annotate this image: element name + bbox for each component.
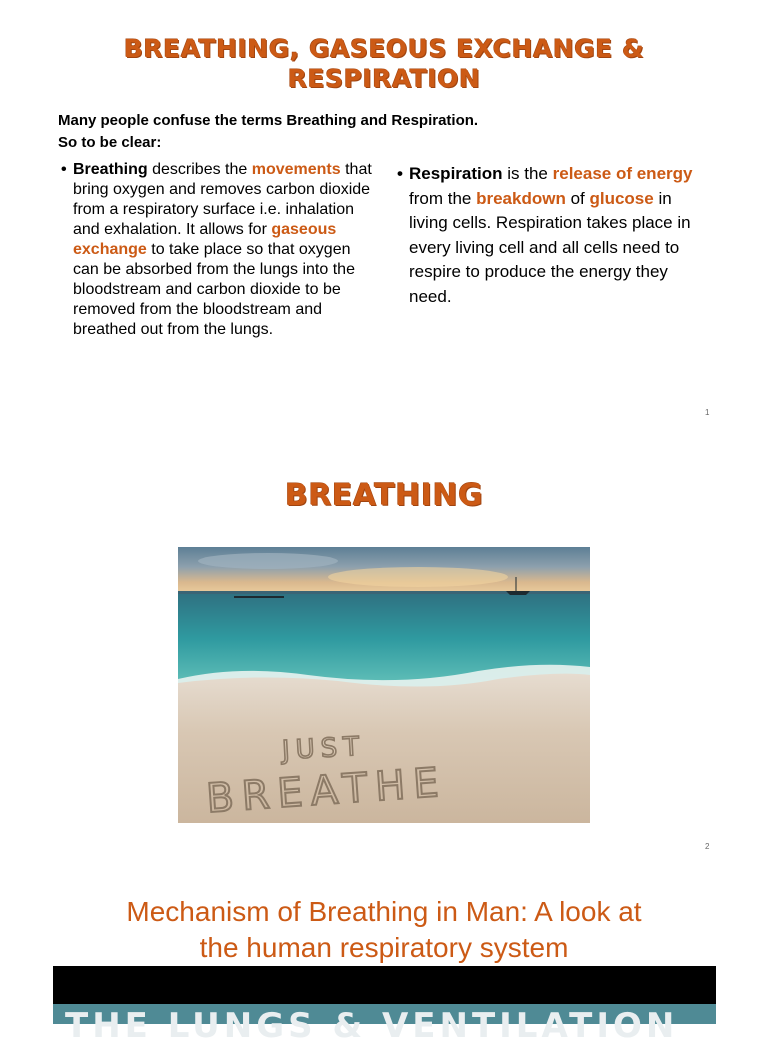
- respiration-text-4: in living cells. Respiration takes place in every living cell and all cells need to respire to produce the energy they need.: [409, 188, 691, 306]
- lungs-banner: [53, 966, 716, 1046]
- respiration-text-1: is the: [502, 164, 553, 183]
- keyword-breakdown: breakdown: [476, 188, 566, 208]
- slide-3-title-line-1: Mechanism of Breathing in Man: A look at: [126, 896, 642, 927]
- keyword-gaseous-exchange: gaseous exchange: [73, 221, 337, 258]
- slide-1-title: [0, 34, 768, 94]
- sand-text-just: JUST: [281, 731, 366, 766]
- keyword-release-of-energy: release of energy: [552, 164, 693, 183]
- bullet-icon: •: [397, 164, 403, 183]
- page-number-1: 1: [705, 408, 710, 417]
- breathing-text-1: describes the: [147, 161, 252, 178]
- slide-2-title: BREATHING: [284, 478, 484, 513]
- beach-image: [178, 547, 590, 823]
- slide-1-title-line-2: RESPIRATION: [287, 64, 481, 93]
- lungs-banner-text: THE LUNGS & VENTILATION: [65, 1006, 679, 1046]
- keyword-glucose: glucose: [589, 188, 654, 208]
- intro-text: [58, 110, 478, 154]
- sand-text-breathe: BREATHE: [204, 759, 449, 823]
- intro-line-2: So to be clear:: [58, 134, 162, 151]
- respiration-definition: [397, 162, 709, 309]
- breathing-text-2: that bring oxygen and removes carbon dioxide from a respiratory surface i.e. inhalation and exhalation. It allows for: [73, 161, 372, 238]
- slide-1-title-line-1: BREATHING, GASEOUS EXCHANGE &: [123, 34, 645, 63]
- bullet-icon: •: [61, 161, 67, 178]
- respiration-text-2: from the: [409, 188, 477, 208]
- intro-line-1: Many people confuse the terms Breathing and Respiration.: [58, 112, 479, 129]
- breathing-text-3: to take place so that oxygen can be absorbed from the lungs into the bloodstream and carbon dioxide to be removed from the bloodstream and breathed out from the lungs.: [73, 241, 355, 338]
- breathing-term: Breathing: [73, 161, 148, 178]
- keyword-movements: movements: [251, 161, 341, 178]
- slide-3-title-line-2: the human respiratory system: [199, 932, 569, 963]
- breathing-definition: [61, 160, 373, 340]
- respiration-text-3: of: [565, 188, 590, 208]
- slide-3-title: [0, 894, 768, 966]
- respiration-term: Respiration: [409, 164, 503, 183]
- page-number-2: 2: [705, 842, 710, 851]
